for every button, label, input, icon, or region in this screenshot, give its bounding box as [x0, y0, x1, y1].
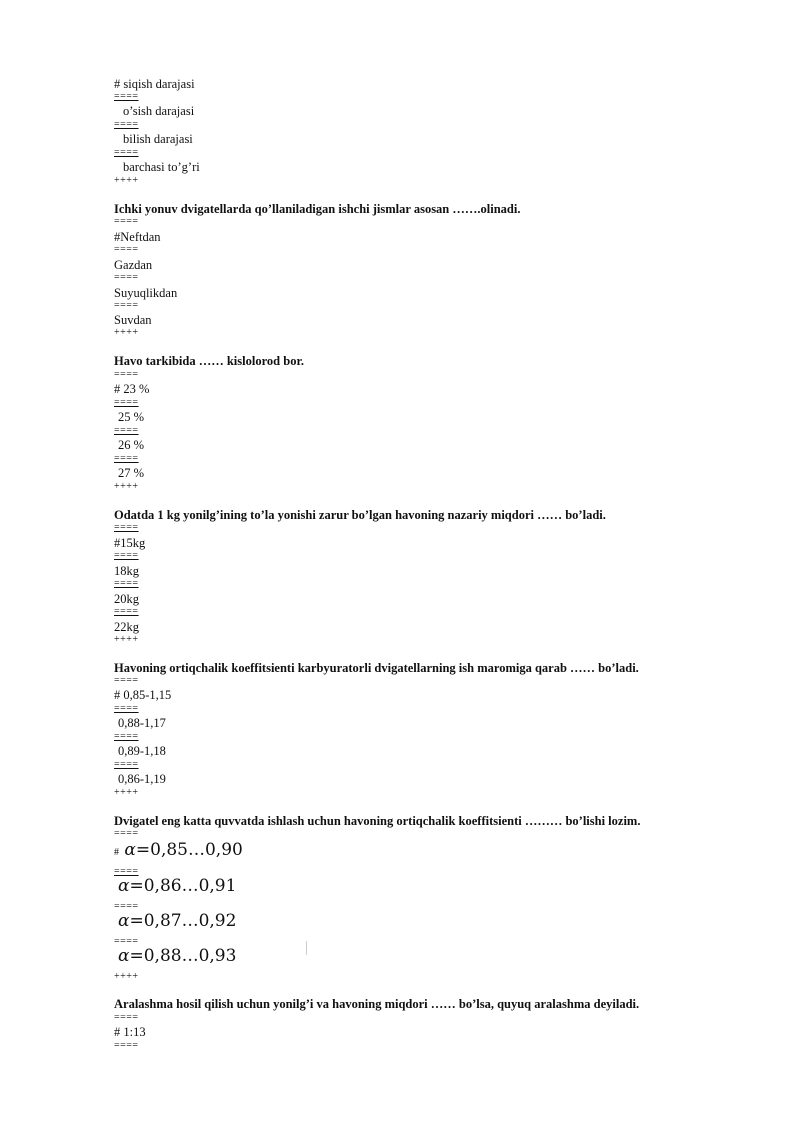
separator: ====	[114, 91, 139, 102]
option-1: #Neftdan	[114, 230, 161, 244]
option-3: bilish darajasi	[123, 132, 193, 146]
separator: ====	[114, 866, 139, 877]
formula-value: =0,86…0,91	[129, 876, 237, 896]
formula-value: =0,87…0,92	[129, 911, 237, 931]
option-4: 22kg	[114, 620, 139, 634]
separator: ====	[114, 244, 139, 255]
question-text: Aralashma hosil qilish uchun yonilg’i va havoning miqdori …… bo’lsa, quyuq aralashma deyiladi.	[114, 997, 640, 1011]
question-text: Odatda 1 kg yonilg’ining to’la yonishi zarur bo’lgan havoning nazariy miqdori …… bo’ladi.	[114, 508, 606, 522]
option-2: 0,88-1,17	[118, 716, 166, 730]
option-1: # siqish darajasi	[114, 77, 195, 91]
option-3: 0,89-1,18	[118, 744, 166, 758]
alpha-symbol: α	[118, 876, 130, 896]
option-2: o’sish darajasi	[123, 104, 195, 118]
formula-value: =0,88…0,93	[129, 946, 237, 966]
separator: ====	[114, 119, 139, 130]
option-3: 26 %	[118, 438, 145, 452]
separator: ====	[114, 522, 139, 533]
option-1: # 23 %	[114, 382, 150, 396]
option-2: Gazdan	[114, 258, 153, 272]
separator: ====	[114, 606, 139, 617]
option-1: # 1:13	[114, 1025, 146, 1039]
separator: ====	[114, 901, 139, 912]
formula-value: =0,85…0,90	[135, 840, 243, 860]
question-text: Havoning ortiqchalik koeffitsienti karbyuratorli dvigatellarning ish maromiga qarab …… bo’ladi.	[114, 661, 639, 675]
correct-marker: #	[114, 847, 119, 858]
alpha-symbol: α	[124, 840, 136, 860]
end-marker: ++++	[114, 971, 139, 982]
option-4: Suvdan	[114, 313, 152, 327]
end-marker: ++++	[114, 175, 139, 186]
end-marker: ++++	[114, 327, 139, 338]
alpha-symbol: α	[118, 946, 130, 966]
separator: ====	[114, 759, 139, 770]
separator: ====	[114, 147, 139, 158]
formula-option-4	[114, 948, 236, 965]
formula-option-2	[114, 878, 236, 895]
separator: ====	[114, 550, 139, 561]
separator: ====	[114, 828, 139, 839]
formula-option-3	[114, 913, 236, 930]
separator: ====	[114, 453, 139, 464]
option-4: 27 %	[118, 466, 145, 480]
end-marker: ++++	[114, 481, 139, 492]
option-3: Suyuqlikdan	[114, 286, 178, 300]
question-text: Ichki yonuv dvigatellarda qo’llaniladigan ishchi jismlar asosan …….olinadi.	[114, 202, 521, 216]
separator: ====	[114, 1040, 139, 1051]
option-2: 25 %	[118, 410, 145, 424]
separator: ====	[114, 578, 139, 589]
option-4: 0,86-1,19	[118, 772, 166, 786]
separator: ====	[114, 703, 139, 714]
separator: ====	[114, 369, 139, 380]
separator: ====	[114, 300, 139, 311]
end-marker: ++++	[114, 634, 139, 645]
end-marker: ++++	[114, 787, 139, 798]
option-1: #15kg	[114, 536, 146, 550]
separator: ====	[114, 731, 139, 742]
separator: ====	[114, 936, 139, 947]
separator: ====	[114, 397, 139, 408]
option-4: barchasi to’g’ri	[123, 160, 200, 174]
separator: ====	[114, 216, 139, 227]
formula-option-1	[114, 842, 243, 859]
text-cursor	[306, 941, 307, 955]
option-2: 18kg	[114, 564, 139, 578]
alpha-symbol: α	[118, 911, 130, 931]
question-text: Dvigatel eng katta quvvatda ishlash uchun havoning ortiqchalik koeffitsienti ……… bo’lishi lozim.	[114, 814, 641, 828]
question-text: Havo tarkibida …… kislolorod bor.	[114, 354, 304, 368]
separator: ====	[114, 1012, 139, 1023]
separator: ====	[114, 272, 139, 283]
option-3: 20kg	[114, 592, 139, 606]
option-1: # 0,85-1,15	[114, 688, 172, 702]
separator: ====	[114, 675, 139, 686]
separator: ====	[114, 425, 139, 436]
